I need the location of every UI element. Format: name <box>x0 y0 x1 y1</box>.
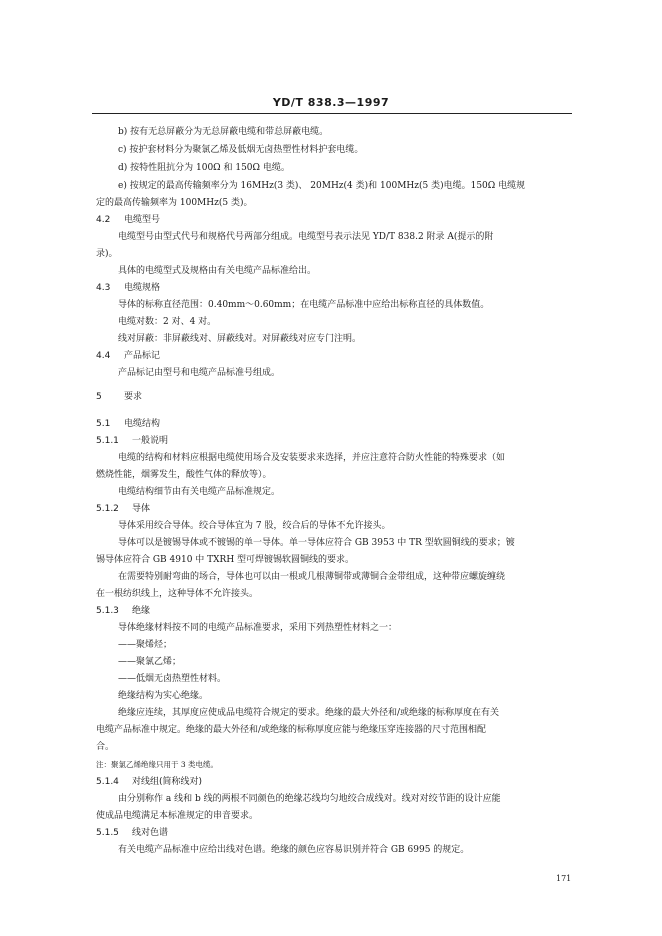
section-heading-5-1-3 <box>96 605 150 617</box>
note-line: 注：聚氯乙烯绝缘只用于 3 类电缆。 <box>96 760 219 769</box>
section-number: 5.1.5 <box>96 828 119 838</box>
list-item: ——聚烯烃； <box>118 640 173 650</box>
paragraph-line: 导体的标称直径范围：0.40mm～0.60mm；在电缆产品标准中应给出标称直径的具体数值。 <box>118 300 490 310</box>
paragraph-line: 由分别称作 a 线和 b 线的两根不同颜色的绝缘芯线均匀地绞合成线对。线对对绞节距的设计应能 <box>118 794 501 804</box>
list-item: ——聚氯乙烯； <box>118 657 182 667</box>
paragraph-line: c) 按护套材料分为聚氯乙烯及低烟无卤热塑性材料护套电缆。 <box>118 145 364 155</box>
section-number: 5.1 <box>96 419 111 429</box>
section-title: 电缆型号 <box>124 215 161 225</box>
paragraph-line: 有关电缆产品标准中应给出线对色谱。绝缘的颜色应容易识别并符合 GB 6995 的规定。 <box>118 845 470 855</box>
section-heading-5-1-4 <box>96 776 202 788</box>
paragraph-line: 电缆对数：2 对、4 对。 <box>118 317 217 327</box>
paragraph-line: 合。 <box>96 742 115 752</box>
paragraph-line: 导体可以是镀锡导体或不镀锡的单一导体。单一导体应符合 GB 3953 中 TR 型软圆铜线的要求；镀 <box>118 538 515 548</box>
section-heading-4-4 <box>96 350 160 362</box>
paragraph-line: 定的最高传输频率为 100MHz(5 类)。 <box>96 198 253 208</box>
paragraph-line: 绝缘应连续，其厚度应使成品电缆符合规定的要求。绝缘的最大外径和/或绝缘的标称厚度在有关 <box>118 708 500 718</box>
section-number: 5.1.4 <box>96 777 119 787</box>
paragraph-line: b) 按有无总屏蔽分为无总屏蔽电缆和带总屏蔽电缆。 <box>118 127 329 137</box>
section-heading-5-1-2 <box>96 503 150 515</box>
paragraph-line: d) 按特性阻抗分为 100Ω 和 150Ω 电缆。 <box>118 163 290 173</box>
section-title: 绝缘 <box>132 606 151 616</box>
section-title: 要求 <box>124 392 143 402</box>
paragraph-line: 绝缘结构为实心绝缘。 <box>118 691 209 701</box>
section-title: 产品标记 <box>124 351 161 361</box>
section-number: 5 <box>96 392 102 402</box>
page-number: 171 <box>556 874 572 883</box>
section-heading-5-1-1 <box>96 435 168 447</box>
paragraph-line: 具体的电缆型式及规格由有关电缆产品标准给出。 <box>118 266 317 276</box>
paragraph-line: 线对屏蔽：非屏蔽线对、屏蔽线对。对屏蔽线对应专门注明。 <box>118 334 362 344</box>
section-title: 线对色谱 <box>132 828 169 838</box>
section-number: 5.1.1 <box>96 436 119 446</box>
section-heading-5-1-5 <box>96 827 168 839</box>
section-title: 一般说明 <box>132 436 169 446</box>
header-rule <box>92 113 572 114</box>
paragraph-line: 锡导体应符合 GB 4910 中 TXRH 型可焊镀锡软圆铜线的要求。 <box>96 555 355 565</box>
paragraph-line: 使成品电缆满足本标准规定的串音要求。 <box>96 811 259 821</box>
paragraph-line: e) 按规定的最高传输频率分为 16MHz(3 类)、 20MHz(4 类)和 100MHz(5 类)电缆。150Ω 电缆规 <box>118 181 526 191</box>
paragraph-line: 电缆产品标准中规定。绝缘的最大外径和/或绝缘的标称厚度应能与绝缘压穿连接器的尺寸范围相配 <box>96 725 487 735</box>
paragraph-line: 导体采用绞合导体。绞合导体宜为 7 股，绞合后的导体不允许接头。 <box>118 521 391 531</box>
paragraph-line: 电缆的结构和材料应根据电缆使用场合及安装要求来选择，并应注意符合防火性能的特殊要求（如 <box>118 453 506 463</box>
section-heading-4-3 <box>96 282 160 294</box>
paragraph-line: 在需要特别耐弯曲的场合，导体也可以由一根或几根薄铜带或薄铜合金带组成，这种带应螺旋缠绕 <box>118 572 506 582</box>
paragraph-line: 电缆型号由型式代号和规格代号两部分组成。电缆型号表示法见 YD/T 838.2 附录 A(提示的附 <box>118 232 494 242</box>
list-item: ——低烟无卤热塑性材料。 <box>118 674 227 684</box>
section-title: 导体 <box>132 504 151 514</box>
section-number: 5.1.2 <box>96 504 119 514</box>
paragraph-line: 导体绝缘材料按不同的电缆产品标准要求，采用下列热塑性材料之一： <box>118 623 398 633</box>
section-heading-4-2 <box>96 214 160 226</box>
standard-header: YD/T 838.3—1997 <box>272 96 390 109</box>
section-number: 4.2 <box>96 215 111 225</box>
paragraph-line: 电缆结构细节由有关电缆产品标准规定。 <box>118 487 281 497</box>
section-heading-5 <box>96 391 142 403</box>
section-title: 对线组(简称线对) <box>132 777 203 787</box>
paragraph-line: 录)。 <box>96 249 118 259</box>
paragraph-line: 在一根纺织线上，这种导体不允许接头。 <box>96 589 259 599</box>
section-number: 4.3 <box>96 283 111 293</box>
section-number: 5.1.3 <box>96 606 119 616</box>
section-title: 电缆规格 <box>124 283 161 293</box>
paragraph-line: 产品标记由型号和电缆产品标准号组成。 <box>118 368 281 378</box>
section-title: 电缆结构 <box>124 419 161 429</box>
section-heading-5-1 <box>96 418 160 430</box>
paragraph-line: 燃烧性能，烟雾发生，酸性气体的释放等）。 <box>96 470 272 480</box>
section-number: 4.4 <box>96 351 111 361</box>
